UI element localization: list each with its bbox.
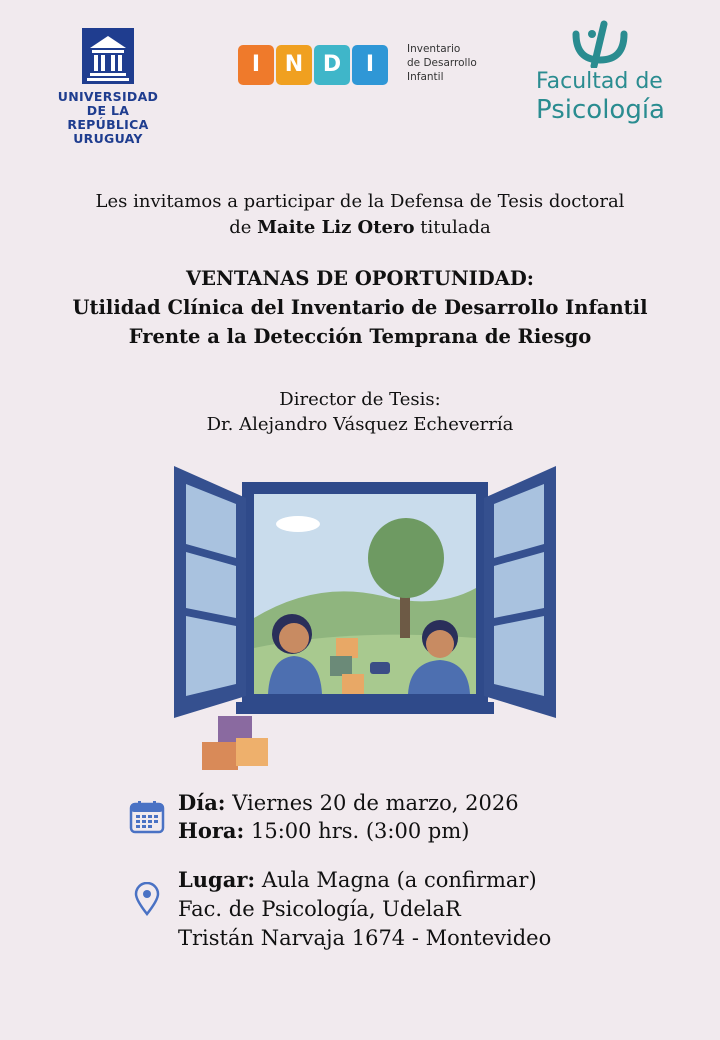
place-line3: Tristán Narvaja 1674 - Montevideo	[178, 926, 552, 950]
place-value: Aula Magna (a confirmar)	[261, 868, 537, 892]
calendar-icon	[129, 800, 165, 838]
place-label: Lugar:	[178, 867, 256, 892]
thesis-title-line3: Frente a la Detección Temprana de Riesgo	[128, 325, 592, 348]
facultad-line1: Facultad de	[536, 69, 663, 94]
udelar-line3: URUGUAY	[73, 131, 143, 146]
time-label: Hora:	[178, 818, 245, 843]
day-line	[178, 789, 519, 817]
time-line	[178, 817, 469, 845]
time-value: 15:00 hrs. (3:00 pm)	[250, 819, 470, 843]
place-line2: Fac. de Psicología, UdelaR	[178, 897, 461, 921]
invitation-text	[0, 189, 720, 241]
udelar-line2: DE LA REPÚBLICA	[67, 103, 149, 132]
candidate-name: Maite Liz Otero	[257, 217, 415, 238]
director-label: Director de Tesis:	[279, 389, 441, 410]
indi-caption	[407, 42, 517, 84]
indi-caption-line1: Inventario	[407, 43, 461, 55]
indi-letter-4: I	[352, 45, 388, 85]
udelar-logo	[52, 26, 164, 146]
header-logos	[0, 0, 720, 150]
director-name: Dr. Alejandro Vásquez Echeverría	[206, 414, 514, 435]
thesis-title-line2: Utilidad Clínica del Inventario de Desarrollo Infantil	[72, 296, 648, 319]
facultad-line2: Psicología	[536, 95, 665, 125]
indi-caption-line3: Infantil	[407, 71, 444, 83]
indi-letter-1: I	[238, 45, 274, 85]
indi-letter-3: D	[314, 45, 350, 85]
thesis-title	[0, 264, 720, 351]
invitation-line1: Les invitamos a participar de la Defensa de Tesis doctoral	[95, 191, 625, 212]
place-line	[178, 866, 537, 894]
invitation-suffix: titulada	[420, 217, 491, 238]
day-label: Día:	[178, 790, 226, 815]
indi-caption-line2: de Desarrollo	[407, 57, 477, 69]
day-value: Viernes 20 de marzo, 2026	[232, 791, 519, 815]
invitation-prefix: de	[229, 217, 252, 238]
location-pin-icon	[134, 882, 160, 920]
udelar-line1: UNIVERSIDAD	[57, 89, 159, 104]
udelar-building-icon	[80, 26, 136, 86]
thesis-title-line1: VENTANAS DE OPORTUNIDAD:	[186, 267, 534, 290]
psi-symbol-icon	[570, 20, 630, 68]
invitation-line2	[0, 215, 720, 241]
indi-letter-2: N	[276, 45, 312, 85]
window-illustration	[170, 458, 560, 782]
director-block	[0, 387, 720, 437]
